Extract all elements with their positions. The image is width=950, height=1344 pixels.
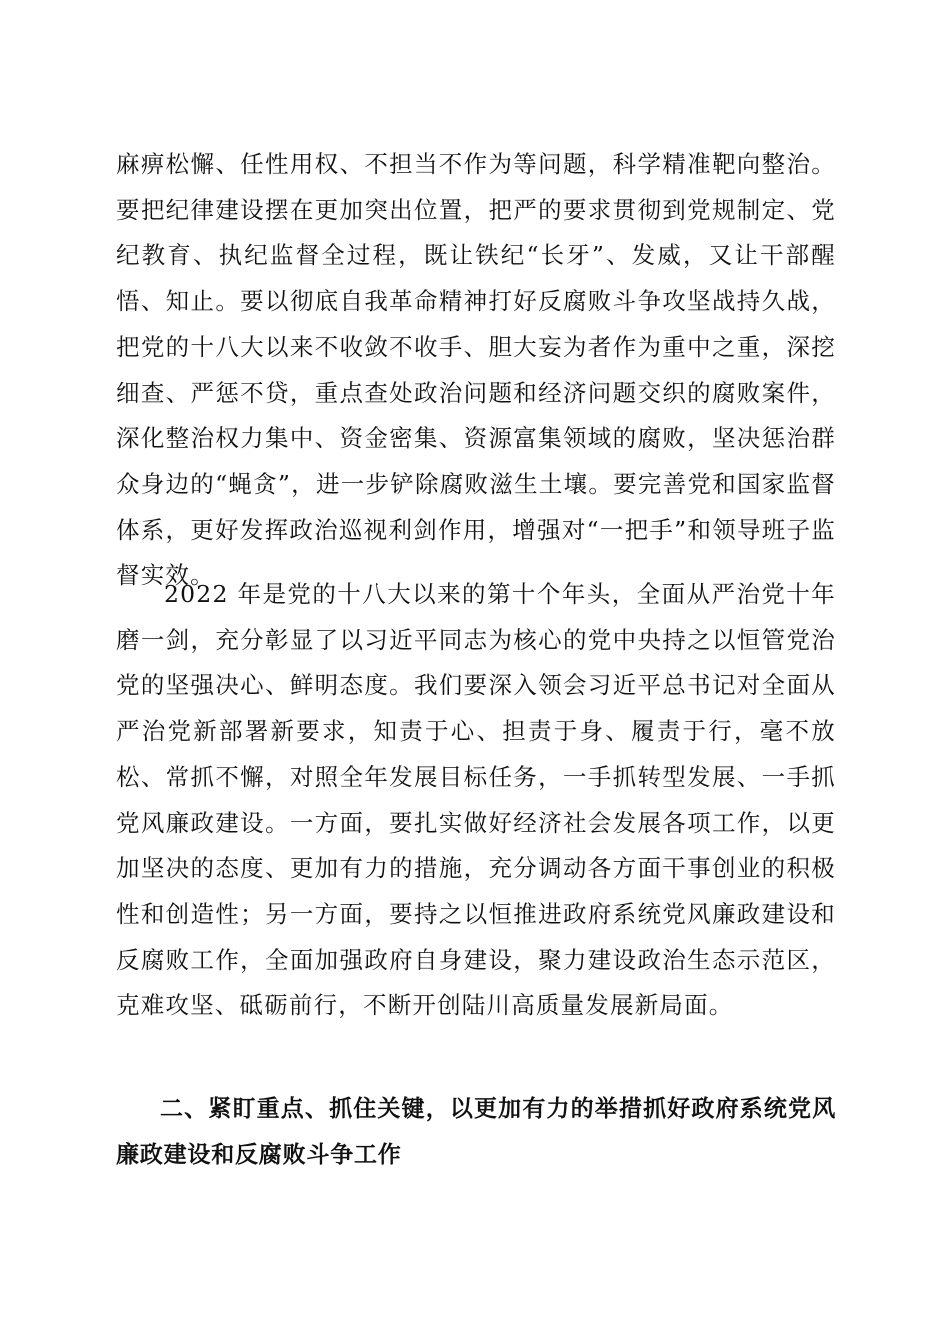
section-heading: 二、紧盯重点、抓住关键，以更加有力的举措抓好政府系统党风廉政建设和反腐败斗争工作 [116, 1096, 836, 1168]
body-paragraph: 2022 年是党的十八大以来的第十个年头，全面从严治党十年磨一剑，充分彰显了以习近平同志为核心的党中央持之以恒管党治党的坚强决心、鲜明态度。我们要深入领会习近平总书记对全面从严治党新部署新要求，知责于心、担责于身、履责于行，毫不放松、常抓不懈，对照全年发展目标任务，一手抓转型发展、一手抓党风廉政建设。一方面，要扎实做好经济社会发展各项工作，以更加坚决的态度、更加有力的措施，充分调动各方面干事创业的积极性和创造性；另一方面，要持之以恒推进政府系统党风廉政建设和反腐败工作，全面加强政府自身建设，聚力建设政治生态示范区，克难攻坚、砥砺前行，不断开创陆川高质量发展新局面。 [116, 580, 836, 1020]
body-paragraph-continued: 麻痹松懈、任性用权、不担当不作为等问题，科学精准靶向整治。要把纪律建设摆在更加突出位置，把严的要求贯彻到党规制定、党纪教育、执纪监督全过程，既让铁纪“长牙”、发威，又让干部醒悟、知止。要以彻底自我革命精神打好反腐败斗争攻坚战持久战，把党的十八大以来不收敛不收手、胆大妄为者作为重中之重，深挖细查、严惩不贷，重点查处政治问题和经济问题交织的腐败案件，深化整治权力集中、资金密集、资源富集领域的腐败，坚决惩治群众身边的“蝇贪”，进一步铲除腐败滋生土壤。要完善党和国家监督体系，更好发挥政治巡视利剑作用，增强对“一把手”和领导班子监督实效。 [116, 150, 836, 590]
